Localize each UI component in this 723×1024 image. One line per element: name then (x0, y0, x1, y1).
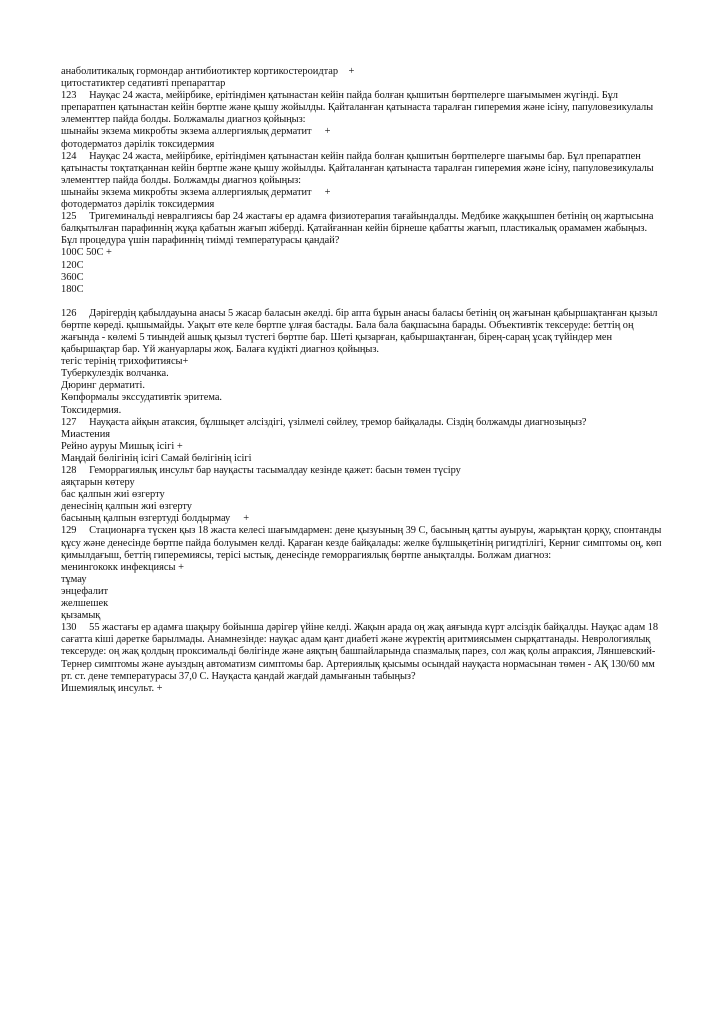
answer-line: Ишемиялық инсульт. + (61, 682, 163, 694)
answer-line: энцефалит (61, 585, 109, 597)
answer-line: менингококк инфекциясы + (61, 561, 184, 573)
answer-line: желшешек (61, 598, 109, 610)
answer-line: Токсидермия. (61, 404, 122, 416)
answer-line: Туберкулездік волчанка. (61, 368, 169, 380)
answer-line: Дюринг дерматиті. (61, 380, 145, 392)
answer-line: Рейно ауруы Мишық ісігі + (61, 440, 183, 452)
question-127: 127 Науқаста айқын атаксия, бұлшықет әлсіздігі, үзілмелі сөйлеу, тремор байқалады. Сіздің болжамды диагнозыңыз? (61, 416, 587, 428)
answer-line: 100С 50С + (61, 247, 112, 259)
question-130: 130 55 жастағы ер адамға шақыру бойынша дәрігер үйіне келді. Жақын арада оң жақ аяғында күрт әлсіздік байқалды. Науқас адам 18 сағатта кіші дәретке барылмады. Анамнезінде: науқас адам қант диабеті және жүректің аритмиясымен сырқаттанады. Неврологиялық тексеруде: оң жақ қолдың проксимальді бөлігінде және аяқтың башпайларында спазмалық парез, сол жақ қолы апраксия, Ляншевский-Тернер симптомы және ауыздың автоматизм симптомы бар. Артериялық қысымы осындай науқаста нормасынан төмен - АҚ 130/60 мм рт. ст. дене температурасы 37,0 С. Науқаста қандай жағдай дамығанын табыңыз? (61, 622, 661, 682)
question-128: 128 Геморрагиялық инсульт бар науқасты тасымалдау кезінде қажет: басын төмен түсіру (61, 465, 461, 476)
answer-line: шынайы экзема микробты экзема аллергиялық дерматит + (61, 126, 331, 138)
answer-line: аяқтарын көтеру (61, 477, 135, 489)
answer-line: шынайы экзема микробты экзема аллергиялық дерматит + (61, 186, 331, 198)
answer-line: басының қалпын өзгертуді болдырмау + (61, 513, 250, 525)
answer-line: қызамық (61, 610, 101, 622)
question-124: 124 Науқас 24 жаста, мейірбике, ерітіндімен қатынастан кейін пайда болған қышитын бөртпелерге шағымы бар. Бұл препаратпен қатынасты тоқтатқаннан кейін бөртпе және қышу жойылды. Қайталанған қатынаста таралған гиперемия және ісіну, папуловезикулалы элементтер пайда болды. Болжамды диагноз қойыңыз: (61, 150, 657, 186)
answer-line: Маңдай бөлігінің ісігі Самай бөлігінің ісігі (61, 452, 252, 464)
text-line: цитостатиктер седативті препараттар (61, 78, 226, 90)
question-129: 129 Стационарға түскен қыз 18 жаста келесі шағымдармен: дене қызуының 39 С, басының қатты ауыруы, жарықтан қорқу, спонтанды құсу және денесінде бөртпе пайда болуымен келді. Қараған кезде байқалады: желке бұлшықетінің ригидтілігі, Керниг симптомы оң, көп қимылдағыш, беттің гиперемиясы, терісі ыстық, денесінде геморрагиялық бөртпе анықталды. Болжам диагноз: (61, 525, 665, 561)
answer-line: тегіс терінің трихофитиясы+ (61, 356, 189, 368)
answer-line: Көпформалы экссудативтік эритема. (61, 392, 223, 404)
blank-line (61, 296, 663, 308)
answer-line: денесінің қалпын жиі өзгерту (61, 501, 192, 513)
answer-line: фотодерматоз дәрілік токсидермия (61, 199, 215, 211)
answer-line: 360С (61, 271, 84, 283)
answer-line: Миастения (61, 428, 111, 440)
answer-line: бас қалпын жиі өзгерту (61, 489, 165, 501)
question-125: 125 Тригеминальді невралгиясы бар 24 жастағы ер адамға физиотерапия тағайындалды. Медбике жаққышпен бетінің оң жартысына балқытылған парафиннің жұқа қабатын жағып жіберді. Қатайғаннан кейін бірнеше қабатты жағып, пластикалық орамамен жабыңыз. Бұл процедура үшін парафиннің тиімді температурасы қандай? (61, 211, 657, 247)
answer-line: тұмау (61, 573, 87, 585)
answer-line: фотодерматоз дәрілік токсидермия (61, 138, 215, 150)
question-123: 123 Науқас 24 жаста, мейірбике, ерітіндімен қатынастан кейін пайда болған қышитын бөртпелерге шағымымен жүгінді. Бұл препаратпен қатынастан кейін бөртпе және қышу жойылды. Қайталанған қатынаста таралған гиперемия және ісіну, папуловезикулалы элементтер пайда болды. Болжамалы диагноз қойыңыз: (61, 90, 656, 126)
question-126: 126 Дәрігердің қабылдауына анасы 5 жасар баласын әкелді. бір апта бұрын анасы баласы бетінің оң жағынан қабыршақтанған қызыл бөртпе көреді. қышымайды. Уақыт өте келе бөртпе ұлғая бастады. Бала бала бақшасына барады. Объективтік тексеруде: беттің оң жағында - көлемі 5 тиындей ашық қызыл түстегі бөртпе бар. Шеті қызарған, қабыршақтанған, бірең-сараң ұсақ түйіндер мен қабыршақтар бар. Үй жануарлары жоқ. Балаға күдікті диагноз қойыңыз. (61, 307, 661, 356)
answer-line: 180С (61, 283, 84, 295)
answer-line: 120С (61, 259, 84, 271)
text-line: анаболитикалық гормондар антибиотиктер кортикостероидтар + (61, 66, 355, 77)
